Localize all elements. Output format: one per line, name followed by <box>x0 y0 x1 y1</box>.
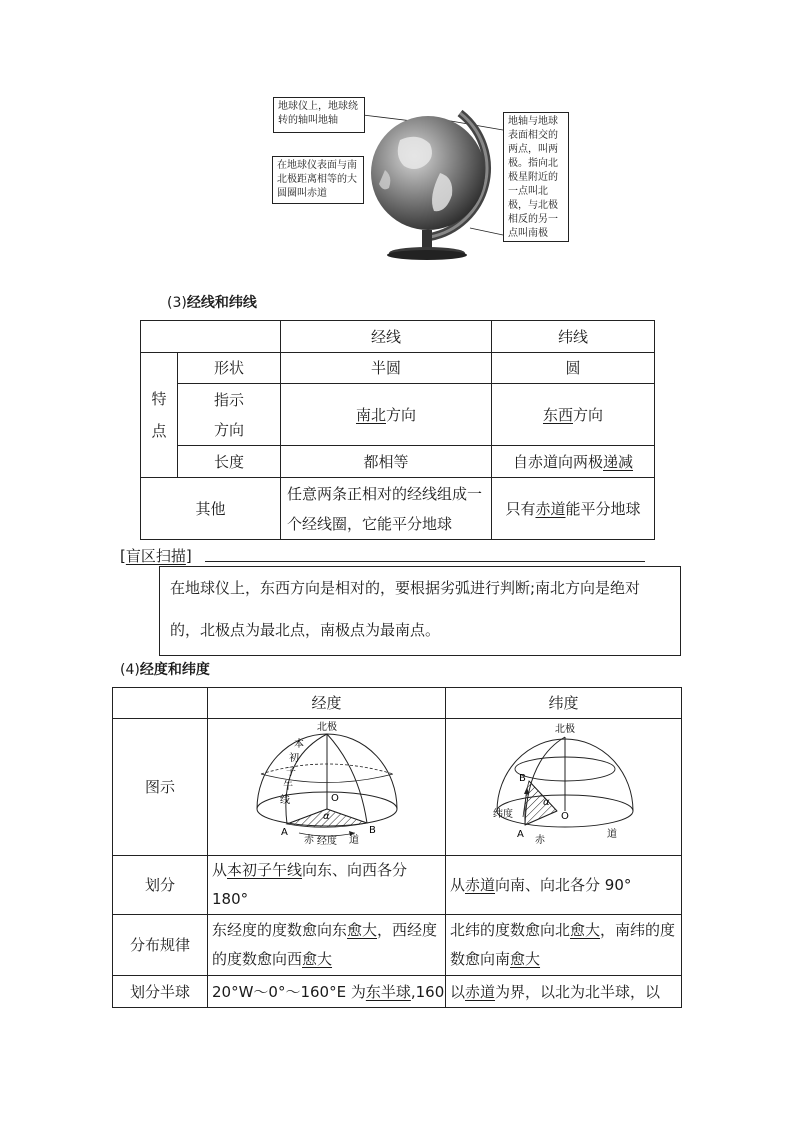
section3-heading-prefix: (3) <box>167 295 187 311</box>
lon-fig-pm-3: 子 <box>285 767 296 778</box>
lon-fig-pm-4: 午 <box>282 781 293 792</box>
division-label: 划分 <box>113 856 208 915</box>
lon-fig-pm-2: 初 <box>288 753 299 764</box>
lat-fig-alpha: α <box>542 797 550 808</box>
hemisphere-latitude: 以赤道为界，以北为北半球，以 <box>446 976 682 1008</box>
lon-fig-pm-5: 线 <box>279 795 290 806</box>
lon-fig-longitude: 经度 <box>316 836 337 845</box>
lon-fig-b: B <box>368 825 376 836</box>
section4-heading-prefix: (4) <box>120 662 140 678</box>
blind-scan-box: 在地球仪上，东西方向是相对的，要根据劣弧进行判断;南北方向是绝对的，北极点为最北点，南极点为最南点。 <box>159 566 681 656</box>
lon-fig-o: O <box>330 793 339 804</box>
lon-fig-alpha: α <box>322 811 330 822</box>
section3-heading <box>167 292 257 312</box>
hemisphere-longitude: 20°W～0°～160°E 为东半球,160 <box>208 976 446 1008</box>
lat-fig-chi: 赤 <box>534 835 545 845</box>
lat-fig-b: B <box>518 773 526 784</box>
longitude-diagram-cell <box>208 719 446 856</box>
lat-fig-latitude: 纬度 <box>492 809 513 820</box>
lon-fig-pm-1: 本 <box>293 739 304 750</box>
lat-fig-a: A <box>516 829 524 840</box>
blind-scan-rule <box>205 561 645 562</box>
lon-fig-a: A <box>280 827 288 838</box>
hemisphere-label: 划分半球 <box>113 976 208 1008</box>
other-meridian: 任意两条正相对的经线组成一个经线圈，它能平分地球 <box>281 478 492 540</box>
callout-equator: 在地球仪表面与南北极距离相等的大圆圈叫赤道 <box>272 156 364 204</box>
length-meridian: 都相等 <box>281 446 492 478</box>
section3-heading-title: 经线和纬线 <box>186 295 257 311</box>
col-header-latitude: 纬度 <box>446 688 682 719</box>
col-header-longitude: 经度 <box>208 688 446 719</box>
blind-scan-title: [盲区扫描] <box>120 547 192 565</box>
lat-fig-o: O <box>560 811 569 822</box>
feature-label: 特 点 <box>141 353 178 478</box>
lat-fig-dao: 道 <box>606 829 617 840</box>
lon-fig-north-pole: 北极 <box>316 722 337 733</box>
direction-parallel: 东西方向 <box>492 384 655 446</box>
callout-poles: 地轴与地球表面相交的两点，叫两极。指向北极星附近的一点叫北极，与北极相反的另一点叫南极 <box>503 112 569 242</box>
direction-label: 指示 方向 <box>178 384 281 446</box>
longitude-diagram <box>209 719 445 845</box>
shape-parallel: 圆 <box>492 353 655 384</box>
lat-fig-north-pole: 北极 <box>554 724 575 735</box>
rule-latitude: 北纬的度数愈向北愈大，南纬的度数愈向南愈大 <box>446 915 682 976</box>
table4-corner <box>113 688 208 719</box>
latitude-diagram <box>447 719 681 845</box>
longitude-latitude-table <box>112 687 682 1008</box>
other-parallel: 只有赤道能平分地球 <box>492 478 655 540</box>
lon-fig-dao: 道 <box>348 835 359 845</box>
other-label: 其他 <box>141 478 281 540</box>
lon-fig-chi: 赤 <box>303 835 314 845</box>
division-latitude: 从赤道向南、向北各分 90° <box>446 856 682 915</box>
diagram-label: 图示 <box>113 719 208 856</box>
section4-heading-title: 经度和纬度 <box>139 662 210 678</box>
latitude-diagram-cell <box>446 719 682 856</box>
length-parallel: 自赤道向两极递减 <box>492 446 655 478</box>
callout-earth-axis: 地球仪上，地球绕转的轴叫地轴 <box>273 97 365 133</box>
meridian-parallel-table <box>140 320 655 540</box>
rule-longitude: 东经度的度数愈向东愈大，西经度的度数愈向西愈大 <box>208 915 446 976</box>
shape-meridian: 半圆 <box>281 353 492 384</box>
length-label: 长度 <box>178 446 281 478</box>
rule-label: 分布规律 <box>113 915 208 976</box>
division-longitude: 从本初子午线向东、向西各分180° <box>208 856 446 915</box>
col-header-meridian: 经线 <box>281 321 492 353</box>
direction-meridian: 南北方向 <box>281 384 492 446</box>
shape-label: 形状 <box>178 353 281 384</box>
table3-corner <box>141 321 281 353</box>
col-header-parallel: 纬线 <box>492 321 655 353</box>
section4-heading <box>120 659 210 679</box>
